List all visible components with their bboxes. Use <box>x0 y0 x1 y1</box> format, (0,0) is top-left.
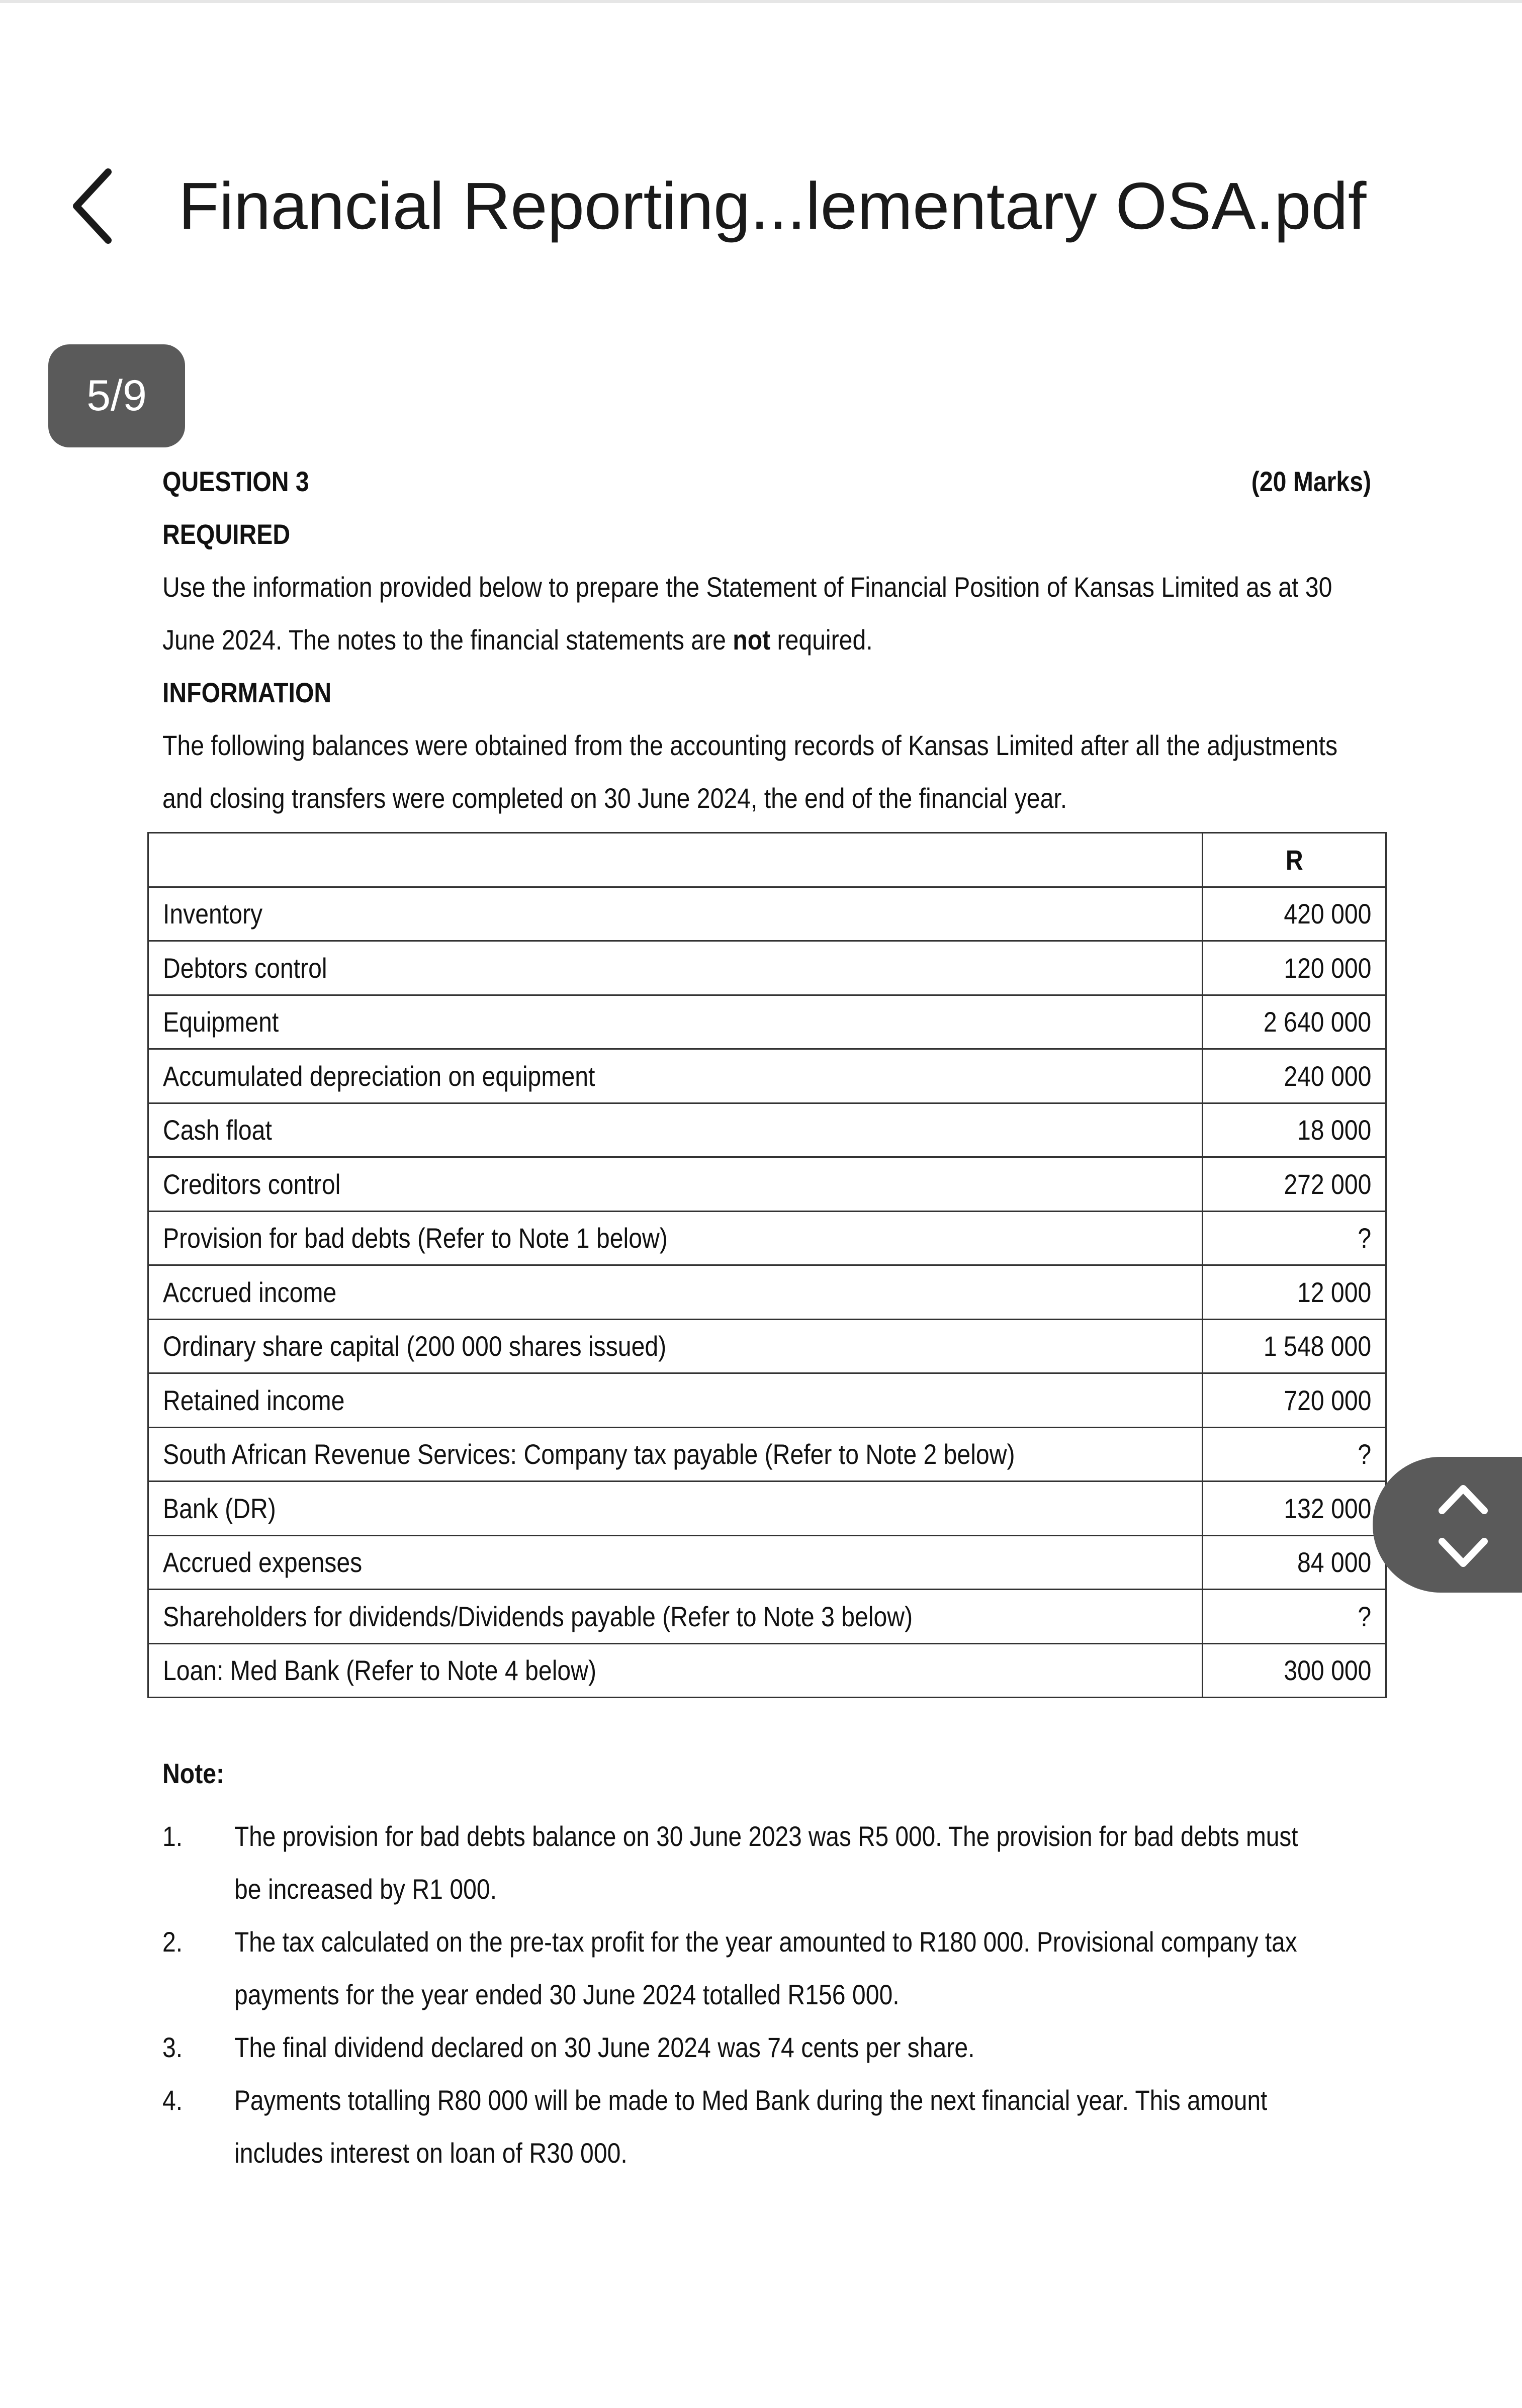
note-text-line1: The provision for bad debts balance on 30 June 2023 was R5 000. The provision for bad debts must <box>234 1820 1298 1852</box>
table-row <box>148 1643 1386 1698</box>
required-text-part2: required. <box>770 624 873 656</box>
table-cell-amount <box>1203 1643 1386 1698</box>
information-text-line2: and closing transfers were completed on 30 June 2024, the end of the financial year. <box>162 782 1067 814</box>
question-heading: QUESTION 3 <box>162 466 309 497</box>
balance-label: Ordinary share capital (200 000 shares issued) <box>163 1330 667 1362</box>
table-cell-amount <box>1203 1373 1386 1428</box>
balance-amount: 272 000 <box>1283 1168 1371 1200</box>
required-text-line2 <box>162 623 873 656</box>
table-cell-label <box>148 941 1203 995</box>
notes-heading: Note: <box>162 1757 225 1789</box>
balance-label: Accrued expenses <box>163 1546 363 1579</box>
table-cell-label <box>148 1211 1203 1265</box>
balance-amount: 132 000 <box>1283 1492 1371 1524</box>
required-text-line1: Use the information provided below to prepare the Statement of Financial Position of Kansas Limited as at 30 <box>162 571 1332 603</box>
table-row <box>148 1211 1386 1265</box>
balance-label: Debtors control <box>163 952 327 984</box>
table-row <box>148 1535 1386 1590</box>
table-cell-label <box>148 1643 1203 1698</box>
table-cell-amount <box>1203 1157 1386 1212</box>
table-cell-amount <box>1203 1590 1386 1644</box>
information-heading: INFORMATION <box>162 677 332 708</box>
table-row <box>148 1427 1386 1481</box>
balance-amount: 120 000 <box>1283 952 1371 984</box>
page-nav-control <box>1373 1457 1522 1593</box>
balance-label: Equipment <box>163 1006 279 1038</box>
question-marks: (20 Marks) <box>1251 466 1371 497</box>
note-text-line1: The final dividend declared on 30 June 2024 was 74 cents per share. <box>234 2031 975 2063</box>
table-cell-label <box>148 1535 1203 1590</box>
balance-amount: 1 548 000 <box>1263 1330 1371 1362</box>
balance-label: Shareholders for dividends/Dividends payable (Refer to Note 3 below) <box>163 1600 913 1632</box>
page-indicator: 5/9 <box>48 344 185 447</box>
table-cell-amount <box>1203 1265 1386 1320</box>
note-number: 2. <box>162 1926 183 1958</box>
required-text-emphasis: not <box>733 624 771 656</box>
table-row <box>148 941 1386 995</box>
balance-label: Accrued income <box>163 1276 337 1308</box>
table-cell-amount <box>1203 1481 1386 1536</box>
balance-label: Loan: Med Bank (Refer to Note 4 below) <box>163 1654 596 1687</box>
next-page-button[interactable] <box>1433 1527 1493 1578</box>
table-cell-label <box>148 1265 1203 1320</box>
note-number: 3. <box>162 2031 183 2063</box>
balance-label: Provision for bad debts (Refer to Note 1 below) <box>163 1222 668 1254</box>
balance-label: Cash float <box>163 1114 272 1146</box>
balance-label: Bank (DR) <box>163 1492 276 1524</box>
balance-label: Accumulated depreciation on equipment <box>163 1060 595 1092</box>
back-button[interactable] <box>65 166 121 246</box>
note-text-line2: be increased by R1 000. <box>234 1873 497 1905</box>
table-row <box>148 1373 1386 1428</box>
table-cell-amount <box>1203 995 1386 1049</box>
balance-amount: 84 000 <box>1297 1546 1371 1579</box>
required-text-part1: June 2024. The notes to the financial statements are <box>162 624 733 656</box>
table-cell-amount <box>1203 1211 1386 1265</box>
table-cell-label <box>148 1481 1203 1536</box>
chevron-up-icon <box>1433 1474 1493 1525</box>
prev-page-button[interactable] <box>1433 1474 1493 1525</box>
balance-amount: ? <box>1358 1438 1371 1470</box>
table-cell-label <box>148 1319 1203 1373</box>
balance-amount: 720 000 <box>1283 1384 1371 1416</box>
table-cell-amount <box>1203 887 1386 941</box>
table-cell-label <box>148 1590 1203 1644</box>
table-row <box>148 1265 1386 1320</box>
table-row <box>148 1157 1386 1212</box>
table-cell-amount <box>1203 941 1386 995</box>
required-heading: REQUIRED <box>162 518 291 550</box>
balance-label: Inventory <box>163 898 263 930</box>
balance-amount: 300 000 <box>1283 1654 1371 1687</box>
table-row <box>148 1319 1386 1373</box>
note-text-line2: payments for the year ended 30 June 2024 totalled R156 000. <box>234 1979 900 2010</box>
balance-amount: ? <box>1358 1600 1371 1632</box>
table-cell-amount <box>1203 1103 1386 1157</box>
balance-amount: 240 000 <box>1283 1060 1371 1092</box>
table-cell-label <box>148 1157 1203 1212</box>
balance-amount: 18 000 <box>1297 1114 1371 1146</box>
table-cell-label <box>148 1103 1203 1157</box>
table-cell-label <box>148 1373 1203 1428</box>
chevron-down-icon <box>1433 1527 1493 1578</box>
amount-column-heading: R <box>1285 844 1303 876</box>
note-number: 4. <box>162 2084 183 2116</box>
table-header-label <box>148 833 1203 887</box>
table-cell-amount <box>1203 1319 1386 1373</box>
balance-amount: ? <box>1358 1222 1371 1254</box>
note-text-line1: Payments totalling R80 000 will be made to Med Bank during the next financial year. This amount <box>234 2084 1268 2116</box>
table-row <box>148 887 1386 941</box>
table-row <box>148 1481 1386 1536</box>
note-number: 1. <box>162 1820 183 1852</box>
table-row <box>148 1049 1386 1103</box>
balances-table <box>147 832 1387 1698</box>
table-cell-label <box>148 995 1203 1049</box>
table-row <box>148 1103 1386 1157</box>
balance-amount: 12 000 <box>1297 1276 1371 1308</box>
table-cell-label <box>148 1427 1203 1481</box>
table-cell-label <box>148 887 1203 941</box>
balance-amount: 2 640 000 <box>1263 1006 1371 1038</box>
note-text-line1: The tax calculated on the pre-tax profit for the year amounted to R180 000. Provisional company tax <box>234 1926 1297 1958</box>
balance-label: Retained income <box>163 1384 345 1416</box>
note-text-line2: includes interest on loan of R30 000. <box>234 2137 628 2169</box>
balance-label: South African Revenue Services: Company tax payable (Refer to Note 2 below) <box>163 1438 1015 1470</box>
table-cell-label <box>148 1049 1203 1103</box>
table-cell-amount <box>1203 1427 1386 1481</box>
status-divider <box>0 0 1522 3</box>
chevron-left-icon <box>65 166 121 246</box>
table-header-row <box>148 833 1386 887</box>
table-row <box>148 995 1386 1049</box>
table-cell-amount <box>1203 1049 1386 1103</box>
table-cell-amount <box>1203 1535 1386 1590</box>
table-row <box>148 1590 1386 1644</box>
balance-amount: 420 000 <box>1283 898 1371 930</box>
table-header-amount <box>1203 833 1386 887</box>
information-text-line1: The following balances were obtained from the accounting records of Kansas Limited after all the adjustments <box>162 729 1338 761</box>
balance-label: Creditors control <box>163 1168 341 1200</box>
file-title: Financial Reporting...lementary OSA.pdf <box>178 169 1367 243</box>
